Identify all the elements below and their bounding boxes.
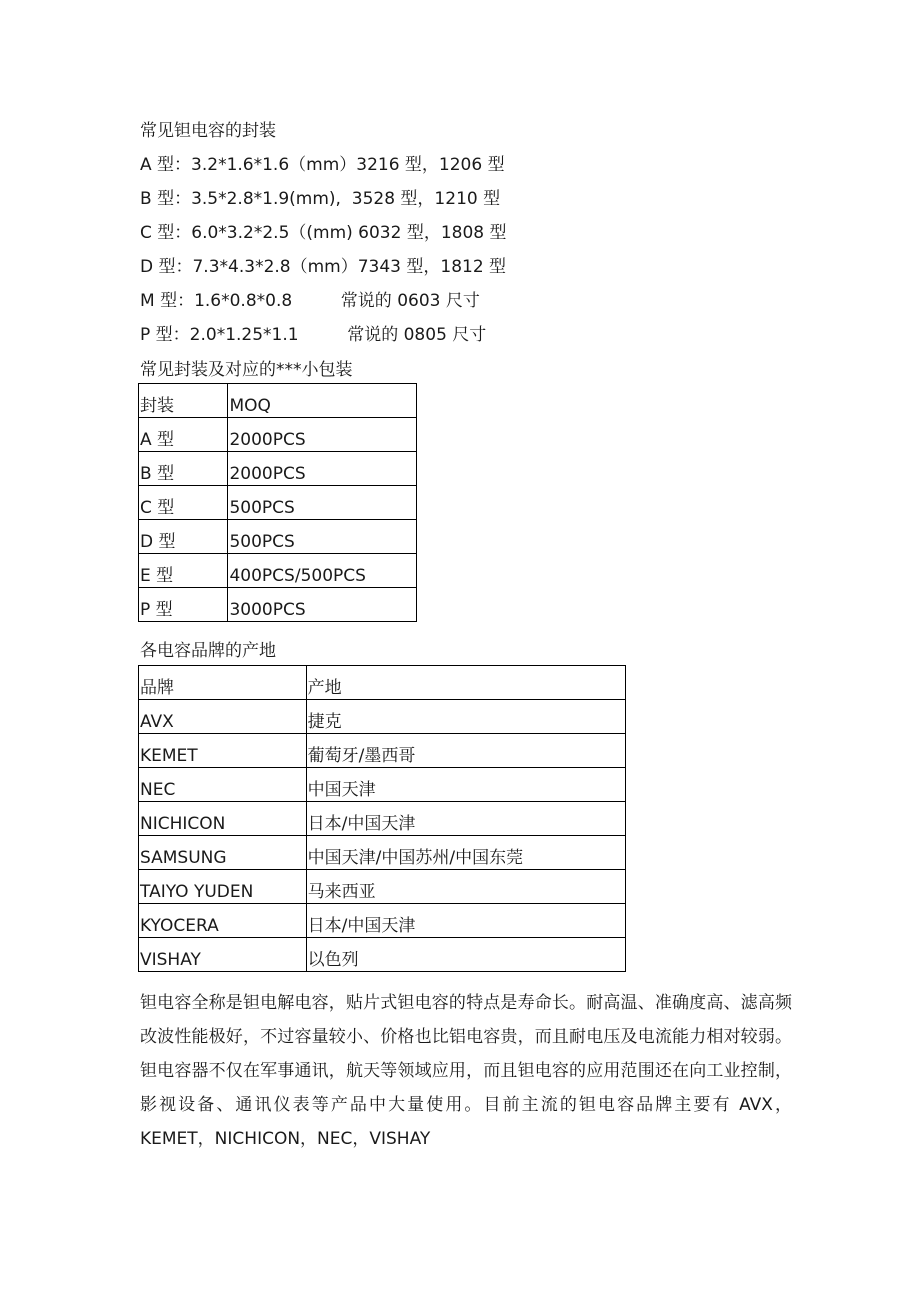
table-header-cell: 产地 [306,666,625,700]
package-line-c: C 型：6.0*3.2*2.5（(mm) 6032 型，1808 型 [140,223,507,243]
table-row [139,870,626,904]
table-cell: NEC [139,768,307,802]
table-cell: 捷克 [306,700,625,734]
page-title: 常见钽电容的封装 [140,121,276,141]
table-cell: C 型 [139,486,228,520]
table-cell: 2000PCS [228,418,417,452]
table-row [139,802,626,836]
description-paragraph: 钽电容全称是钽电解电容，贴片式钽电容的特点是寿命长。耐高温、准确度高、滤高频改波性能极好，不过容量较小、价格也比铝电容贵，而且耐电压及电流能力相对较弱。钽电容器不仅在军事通讯，航天等领域应用，而且钽电容的应用范围还在向工业控制，影视设备、通讯仪表等产品中大量使用。目前主流的钽电容品牌主要有 AVX，KEMET，NICHICON，NEC，VISHAY [140,993,792,1149]
table-row [139,520,417,554]
table-row [139,904,626,938]
table-cell: VISHAY [139,938,307,972]
table-cell: AVX [139,700,307,734]
table-row [139,486,417,520]
table-cell: 中国天津/中国苏州/中国东莞 [306,836,625,870]
package-line-p: P 型：2.0*1.25*1.1 常说的 0805 尺寸 [140,325,487,345]
package-line-b: B 型：3.5*2.8*1.9(mm), 3528 型，1210 型 [140,189,501,209]
table-row [139,700,626,734]
table-cell: 马来西亚 [306,870,625,904]
package-line-d: D 型：7.3*4.3*2.8（mm）7343 型，1812 型 [140,257,507,277]
table-header-cell: MOQ [228,384,417,418]
table-cell: TAIYO YUDEN [139,870,307,904]
table-row [139,836,626,870]
table-header-cell: 封装 [139,384,228,418]
moq-heading: 常见封装及对应的***小包装 [140,360,353,380]
table-header-row [139,384,417,418]
table-cell: A 型 [139,418,228,452]
table-cell: 500PCS [228,486,417,520]
table-cell: E 型 [139,554,228,588]
table-cell: 日本/中国天津 [306,802,625,836]
table-row [139,768,626,802]
table-cell: 以色列 [306,938,625,972]
table-cell: D 型 [139,520,228,554]
table-cell: SAMSUNG [139,836,307,870]
table-row [139,418,417,452]
table-cell: 400PCS/500PCS [228,554,417,588]
table-cell: B 型 [139,452,228,486]
table-row [139,734,626,768]
package-line-m: M 型：1.6*0.8*0.8 常说的 0603 尺寸 [140,291,480,311]
moq-table [138,383,417,622]
brand-heading: 各电容品牌的产地 [140,641,276,661]
table-cell: 中国天津 [306,768,625,802]
table-header-cell: 品牌 [139,666,307,700]
package-line-a: A 型：3.2*1.6*1.6（mm）3216 型，1206 型 [140,155,505,175]
table-row [139,588,417,622]
table-cell: KYOCERA [139,904,307,938]
brand-origin-table [138,665,626,972]
table-cell: 3000PCS [228,588,417,622]
table-header-row [139,666,626,700]
table-cell: KEMET [139,734,307,768]
table-cell: 葡萄牙/墨西哥 [306,734,625,768]
table-row [139,938,626,972]
table-cell: 日本/中国天津 [306,904,625,938]
table-cell: 500PCS [228,520,417,554]
table-cell: P 型 [139,588,228,622]
table-row [139,554,417,588]
table-cell: NICHICON [139,802,307,836]
table-cell: 2000PCS [228,452,417,486]
table-row [139,452,417,486]
